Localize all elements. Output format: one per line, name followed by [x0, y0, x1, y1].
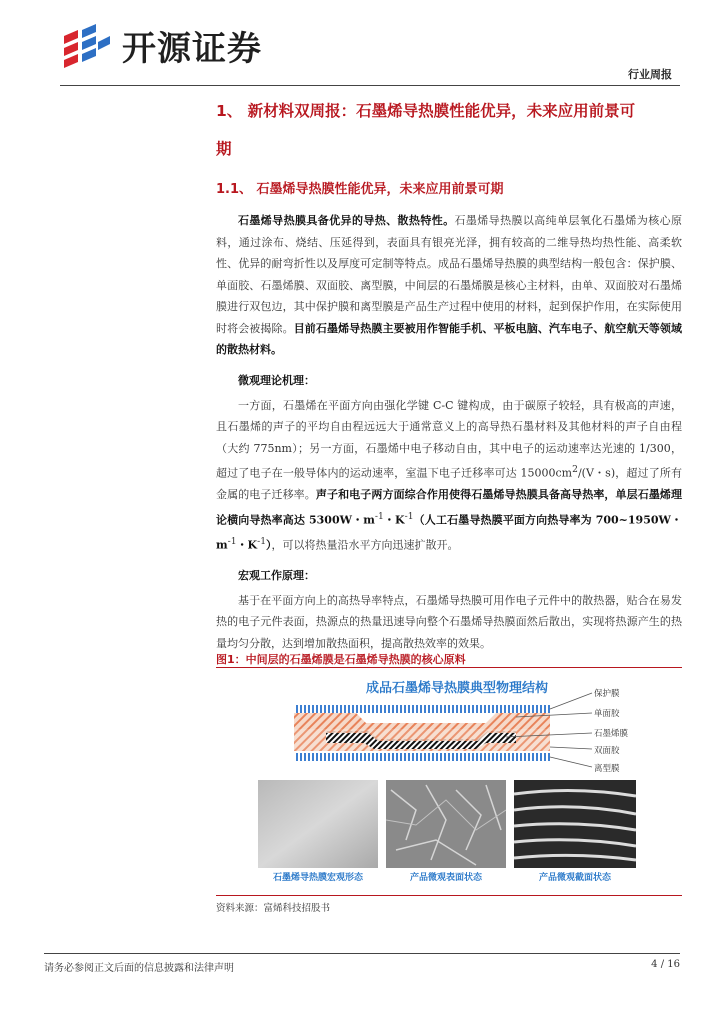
- paragraph-micro-bold-a: 声子和电子两方面综合作用使得石墨烯导热膜具备高导热率，单层石墨烯理论横向导热率高达 5300W・m: [216, 488, 683, 527]
- layer-label-double-adhesive: 双面胶: [594, 746, 620, 756]
- footer-divider: [44, 953, 680, 954]
- figure-bottom-rule: [216, 895, 682, 896]
- page-header: [0, 0, 724, 90]
- superscript: -1: [227, 535, 237, 547]
- header-divider: [60, 85, 680, 86]
- superscript: -1: [404, 510, 414, 522]
- layer-structure-diagram: [216, 667, 682, 777]
- paragraph-micro-bold-c: （人工石墨导热膜平面方向热导率为 700~1950W・m: [216, 513, 682, 552]
- company-logo: [60, 22, 290, 68]
- release-film-layer: [294, 753, 550, 761]
- footer-disclaimer: 请务必参阅正文后面的信息披露和法律声明: [44, 963, 234, 974]
- paragraph-micro-bold-b: ・K: [383, 513, 405, 527]
- paragraph-micro-mechanism: [216, 395, 682, 556]
- paragraph-intro: [216, 210, 682, 361]
- photo-caption-cross-section: 产品微观截面状态: [538, 873, 611, 883]
- layer-label-protective: 保护膜: [594, 689, 620, 699]
- superscript: -1: [257, 535, 267, 547]
- paragraph-micro-text-a: 一方面，石墨烯在平面方向由强化学键 C-C 键构成，由于碳原子较轻，具有极高的声速，且石墨烯的声子的平均自由程远远大于通常意义上的高导热石墨材料及其他材料的声子自由程（大约 775nm）；另一方面，石墨烯中电子移动自由，其中电子的运动速率达光速的 1/300，超过了电子在一般导体内的运动速率，室温下电子迁移率可达 15000cm: [216, 398, 682, 480]
- document-type-label: 行业周报: [628, 68, 672, 81]
- section-1-1-title: 1.1、 石墨烯导热膜性能优异，未来应用前景可期: [216, 182, 504, 197]
- paragraph-micro-text-b: /(V・s)，超过了所有金属的电子迁移率。: [216, 466, 682, 502]
- paragraph-intro-tail: 目前石墨烯导热膜主要被用作智能手机、平板电脑、汽车电子、航空航天等领域的散热材料。: [216, 321, 683, 356]
- subheading-micro-mechanism: 微观理论机理：: [238, 373, 315, 387]
- paragraph-micro-tail: ，可以将热量沿水平方向迅速扩散开。: [271, 538, 459, 552]
- logo-text: 开源证券: [122, 28, 262, 69]
- paragraph-micro-bold-d: ・K: [236, 538, 258, 552]
- photo-micro-cross-section: [514, 780, 636, 868]
- paragraph-macro-principle: 基于在平面方向上的高热导率特点，石墨烯导热膜可用作电子元件中的散热器，贴合在易发热的电子元件表面，热源点的热量迅速导向整个石墨烯导热膜面然后散出，实现将热源产生的热量均匀分散，达到增加散热面积，提高散热效率的效果。: [216, 593, 682, 650]
- figure-structure: [216, 667, 682, 893]
- layer-label-release: 离型膜: [594, 764, 620, 774]
- figure-heading: 成品石墨烯导热膜典型物理结构: [366, 681, 549, 696]
- photo-macro-form: [258, 780, 378, 868]
- figure-caption: 图1：中间层的石墨烯膜是石墨烯导热膜的核心原料: [216, 653, 466, 666]
- main-content: [216, 92, 682, 654]
- figure-source: 资料来源：富烯科技招股书: [216, 903, 331, 914]
- paragraph-intro-lead: 石墨烯导热膜具备优异的导热、散热特性。: [238, 214, 455, 227]
- protective-film-layer: [294, 705, 550, 713]
- subheading-macro-principle: 宏观工作原理：: [238, 568, 315, 582]
- logo-mark-icon: [60, 22, 116, 68]
- layer-label-single-adhesive: 单面胶: [594, 709, 620, 719]
- page-number: 4 / 16: [651, 959, 680, 970]
- paragraph-micro-bold-e: ）: [266, 538, 272, 552]
- single-side-adhesive-layer: [294, 713, 550, 729]
- section-1-title-line-1: 1、 新材料双周报：石墨烯导热膜性能优异，未来应用前景可: [216, 102, 636, 120]
- photo-micro-surface: [386, 780, 506, 868]
- superscript: -1: [374, 510, 384, 522]
- superscript: 2: [572, 464, 578, 475]
- layer-label-graphene: 石墨烯膜: [594, 729, 629, 739]
- photo-caption-macro: 石墨烯导热膜宏观形态: [272, 873, 363, 883]
- section-1-title-line-2: 期: [216, 140, 232, 158]
- photo-caption-surface: 产品微观表面状态: [409, 873, 482, 883]
- section-1-title: [216, 92, 682, 168]
- paragraph-intro-body: 石墨烯导热膜以高纯单层氧化石墨烯为核心原料，通过涂布、烧结、压延得到，表面具有银亮光泽，拥有较高的二维导热均热性能、高柔软性、优异的耐弯折性以及厚度可定制等特点。成品石墨烯导热膜的典型结构一般包含：保护膜、单面胶、石墨烯膜、双面胶、离型膜，中间层的石墨烯膜是核心主材料，由单、双面胶对石墨烯膜进行双包边，其中保护膜和离型膜是产品生产过程中使用的材料，起到保护作用，在实际使用时将会被揭除。: [216, 214, 682, 335]
